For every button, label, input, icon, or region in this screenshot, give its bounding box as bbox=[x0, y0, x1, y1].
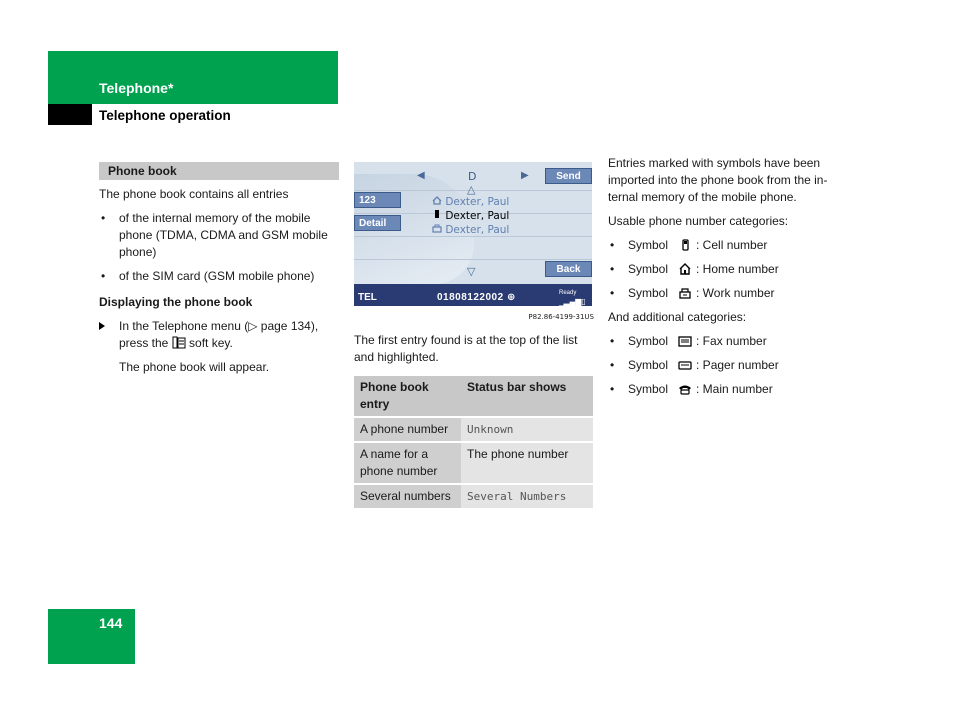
softkey-123[interactable]: 123 bbox=[354, 192, 401, 208]
status-plus-icon: ⊕ bbox=[506, 292, 516, 303]
page-ref-arrow-icon: ▷ bbox=[248, 319, 258, 333]
list-item: • Symbol : Pager number bbox=[610, 358, 779, 372]
table-row: Several numbers Several Numbers bbox=[354, 484, 593, 509]
work-icon bbox=[432, 224, 442, 233]
fax-icon bbox=[678, 335, 692, 347]
column-middle bbox=[354, 162, 594, 510]
header-green-band bbox=[48, 51, 338, 104]
status-bar bbox=[354, 284, 592, 306]
softkey-back[interactable]: Back bbox=[545, 261, 592, 277]
usable-heading: Usable phone number categories: bbox=[608, 214, 789, 228]
home-icon bbox=[432, 196, 442, 205]
figure-caption: P82.86-4199-31US bbox=[528, 313, 594, 321]
list-item: • Symbol : Work number bbox=[610, 286, 775, 300]
main-phone-icon bbox=[678, 383, 692, 395]
subheading-displaying: Displaying the phone book bbox=[99, 295, 253, 309]
scroll-up-icon[interactable]: △ bbox=[467, 183, 476, 196]
phonebook-entry-selected[interactable]: Dexter, Paul bbox=[432, 208, 509, 225]
status-ready: Ready bbox=[559, 290, 577, 296]
header-black-tab bbox=[48, 104, 92, 125]
nav-left-icon[interactable]: ◀ bbox=[417, 170, 425, 181]
list-item: • Symbol : Main number bbox=[610, 382, 773, 396]
body-text: The first entry found is at the top of the list and highlighted. bbox=[354, 333, 578, 364]
table-header: Status bar shows bbox=[461, 376, 593, 417]
pager-icon bbox=[678, 359, 692, 371]
additional-heading: And additional categories: bbox=[608, 310, 747, 324]
home-icon bbox=[678, 263, 692, 275]
intro-text: The phone book contains all entries bbox=[99, 187, 289, 201]
cell-phone-icon bbox=[678, 239, 692, 251]
section-subtitle: Telephone operation bbox=[99, 108, 231, 123]
work-icon bbox=[678, 287, 692, 299]
step-result: The phone book will appear. bbox=[119, 360, 270, 374]
phonebook-entry[interactable]: Dexter, Paul bbox=[432, 222, 509, 239]
page-number: 144 bbox=[99, 615, 123, 631]
softkey-send[interactable]: Send bbox=[545, 168, 592, 184]
table-row: A phone number Unknown bbox=[354, 417, 593, 442]
screen-divider bbox=[354, 259, 592, 260]
softkey-detail[interactable]: Detail bbox=[354, 215, 401, 231]
step-arrow-icon bbox=[99, 322, 105, 330]
list-item: • Symbol : Home number bbox=[610, 262, 779, 276]
scroll-down-icon[interactable]: ▽ bbox=[467, 265, 476, 278]
body-text: Entries marked with symbols have been imported into the phone book from the in-ternal memory of the mobile phone. bbox=[608, 156, 828, 204]
column-left bbox=[99, 162, 339, 383]
phonebook-entry[interactable]: Dexter, Paul bbox=[432, 194, 509, 211]
signal-strength-icon: _▂▄▆▯ bbox=[559, 297, 586, 306]
phonebook-softkey-icon bbox=[172, 336, 186, 349]
section-heading-phone-book: Phone book bbox=[99, 162, 339, 180]
cell-phone-icon bbox=[432, 209, 442, 219]
letter-selector[interactable]: D bbox=[468, 170, 477, 183]
list-item: • of the SIM card (GSM mobile phone) bbox=[101, 269, 315, 283]
list-item: • Symbol : Cell number bbox=[610, 238, 768, 252]
column-right bbox=[608, 155, 858, 405]
nav-right-icon[interactable]: ▶ bbox=[521, 170, 529, 181]
phonebook-screen bbox=[354, 162, 592, 306]
status-table bbox=[354, 376, 593, 510]
instruction-step: In the Telephone menu (▷ page 134), press the soft key. bbox=[99, 318, 339, 352]
status-number: 01808122002 ⊕ bbox=[437, 292, 516, 303]
list-item: • Symbol : Fax number bbox=[610, 334, 767, 348]
table-row: A name for a phone number The phone number bbox=[354, 442, 593, 484]
table-header: Phone book entry bbox=[354, 376, 461, 417]
chapter-title: Telephone* bbox=[99, 80, 174, 96]
status-tel: TEL bbox=[358, 292, 377, 303]
list-item: • of the internal memory of the mobile phone (TDMA, CDMA and GSM mobile phone) bbox=[101, 211, 328, 259]
